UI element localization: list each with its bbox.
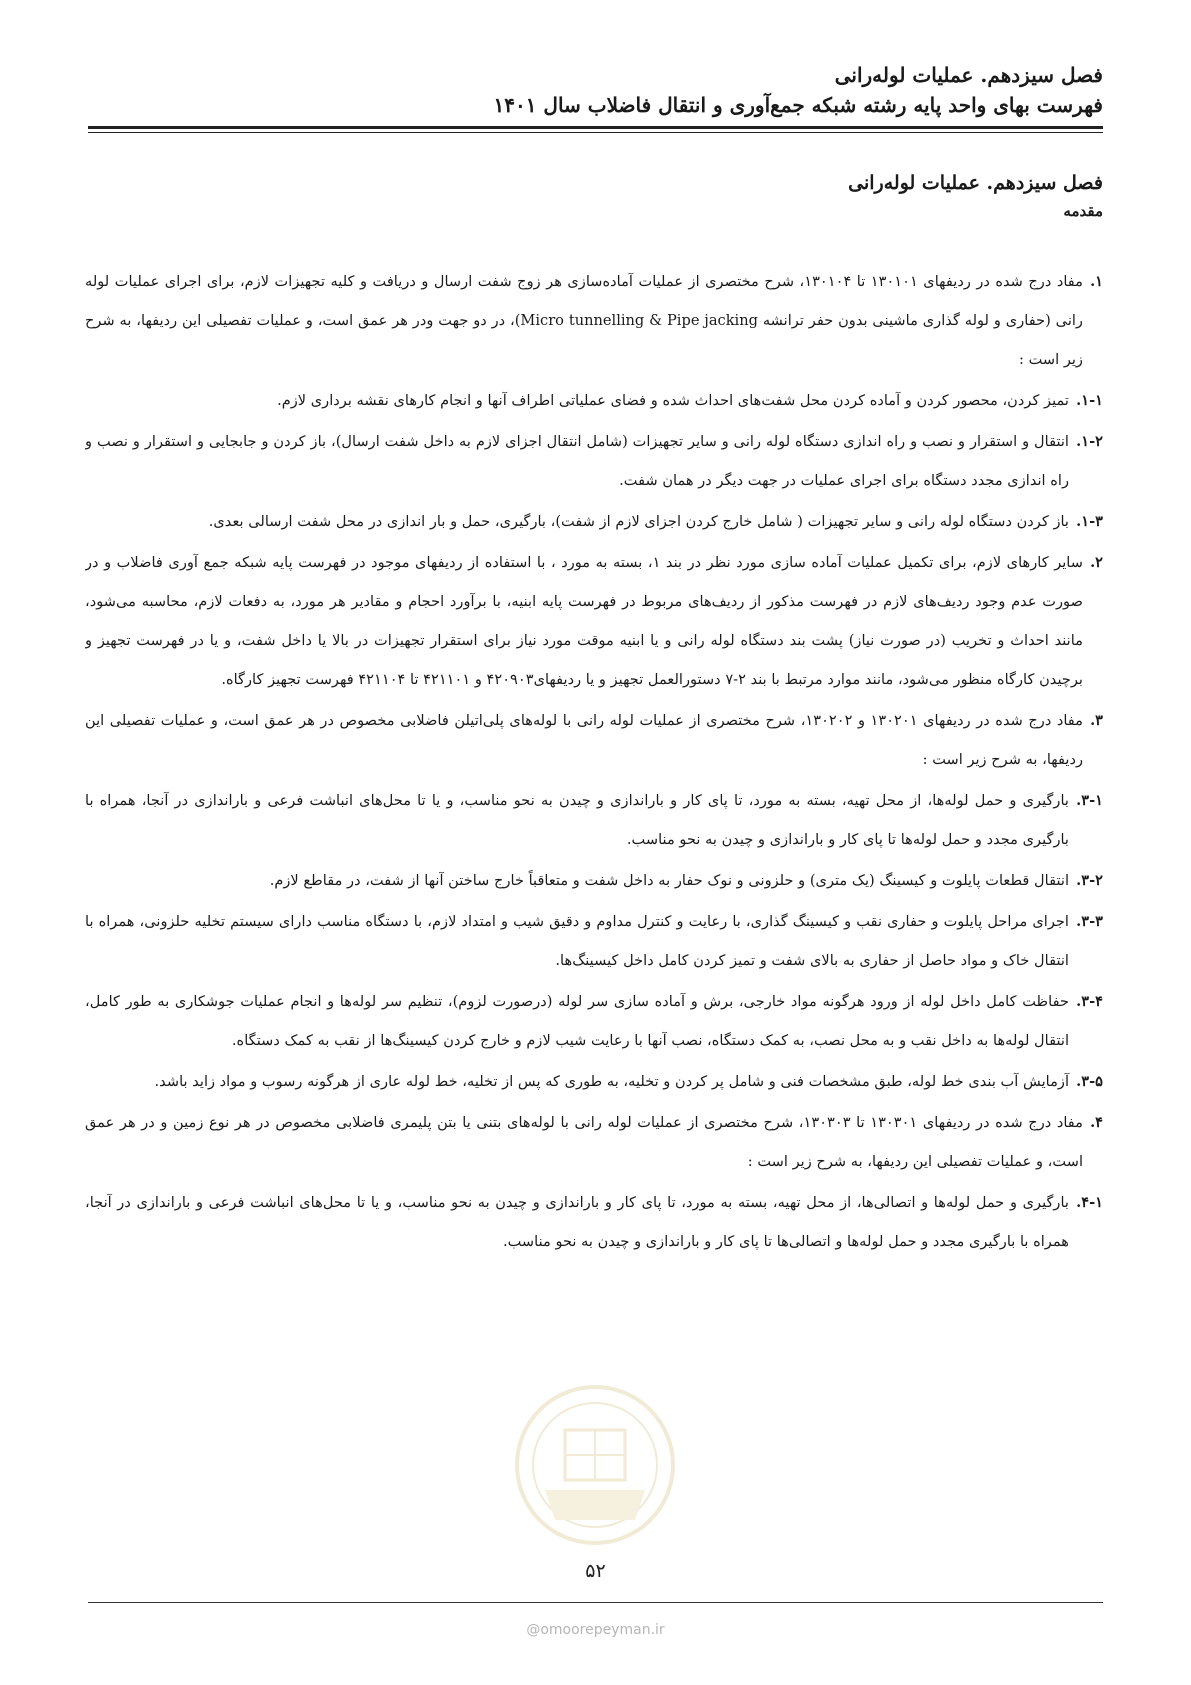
item-text: انتقال و استقرار و نصب و راه اندازی دستگاه لوله رانی و سایر تجهیزات (شامل انتقال اجزای لازم به داخل شفت ارسال)، باز کردن و جابجایی و استقرار و نصب و راه اندازی مجدد دستگاه برای اجرای عملیات در جهت دیگر در همان شفت.	[85, 433, 1069, 489]
section-subtitle: مقدمه	[1063, 202, 1103, 220]
item-number: ۳-۴.	[1076, 993, 1103, 1010]
list-item	[85, 1103, 1103, 1181]
chapter-title: فصل سیزدهم. عملیات لوله‌رانی	[848, 172, 1103, 194]
item-number: ۳-۱.	[1076, 792, 1103, 809]
item-text: بارگیری و حمل لوله‌ها و اتصالی‌ها، از محل تهیه، بسته به مورد، تا پای کار و باراندازی و چیدن به نحو مناسب، و یا تا محل‌های انباشت فرعی و باراندازی در آنجا، همراه با بارگیری مجدد و حمل لوله‌ها و اتصالی‌ها تا پای کار و باراندازی و چیدن به نحو مناسب.	[85, 1194, 1069, 1250]
item-number: ۳-۵.	[1076, 1073, 1103, 1090]
item-number: ۱-۳.	[1076, 513, 1103, 530]
item-number: ۱-۱.	[1076, 392, 1103, 409]
list-item	[85, 543, 1103, 699]
item-text: آزمایش آب بندی خط لوله، طبق مشخصات فنی و شامل پر کردن و تخلیه، به طوری که پس از تخلیه، خط لوله عاری از هرگونه رسوب و مواد زاید باشد.	[154, 1073, 1069, 1090]
header-chapter-title: فصل سیزدهم. عملیات لوله‌رانی	[834, 63, 1103, 87]
item-number: ۴.	[1090, 1114, 1103, 1131]
item-number: ۱.	[1090, 273, 1103, 290]
list-item	[85, 701, 1103, 779]
header-rule-thin	[88, 132, 1103, 133]
item-text: مفاد درج شده در ردیفهای ۱۳۰۱۰۱ تا ۱۳۰۱۰۴، شرح مختصری از عملیات آماده‌سازی هر زوج شفت ارسال و دریافت و کلیه تجهیزات لازم، برای اجرای عملیات لوله رانی (حفاری و لوله گذاری ماشینی بدون حفر ترانشه Micro tunnelling & Pipe jacking)، در دو جهت ودر هر عمق است، و عملیات تفصیلی این ردیفها، به شرح زیر است :	[85, 273, 1083, 368]
item-number: ۳.	[1090, 712, 1103, 729]
watermark-seal-icon	[505, 1370, 685, 1570]
item-number: ۱-۲.	[1076, 433, 1103, 450]
header-document-title: فهرست بهای واحد پایه رشته شبکه جمع‌آوری و انتقال فاضلاب سال ۱۴۰۱	[493, 93, 1103, 117]
item-number: ۳-۳.	[1076, 913, 1103, 930]
page-number: ۵۲	[585, 1560, 606, 1582]
list-item	[85, 422, 1103, 500]
item-text: مفاد درج شده در ردیفهای ۱۳۰۲۰۱ و ۱۳۰۲۰۲، شرح مختصری از عملیات لوله رانی با لوله‌های پلی‌اتیلن فاضلابی مخصوص در هر عمق است، و عملیات تفصیلی این ردیفها، به شرح زیر است :	[85, 712, 1083, 768]
list-item	[85, 902, 1103, 980]
list-item	[85, 1062, 1103, 1101]
list-item	[85, 861, 1103, 900]
list-item	[85, 502, 1103, 541]
list-item	[85, 781, 1103, 859]
item-text: اجرای مراحل پایلوت و حفاری نقب و کیسینگ گذاری، با رعایت و کنترل مداوم و دقیق شیب و امتداد لازم، با دستگاه مناسب دارای سیستم تخلیه حلزونی، همراه با انتقال خاک و مواد حاصل از حفاری به بالای شفت و تمیز کردن کامل داخل کیسینگ‌ها.	[85, 913, 1069, 969]
item-number: ۲.	[1090, 554, 1103, 571]
item-text: حفاظت کامل داخل لوله از ورود هرگونه مواد خارجی، برش و آماده سازی سر لوله (درصورت لزوم)، تنظیم سر لوله‌ها و انجام عملیات جوشکاری به طور کامل، انتقال لوله‌ها به داخل نقب و به محل نصب، به کمک دستگاه، نصب آنها با رعایت شیب لازم و خارج کردن کیسینگ‌ها از نقب به کمک دستگاه.	[85, 993, 1069, 1049]
page-header	[85, 60, 1103, 120]
item-text: بارگیری و حمل لوله‌ها، از محل تهیه، بسته به مورد، تا پای کار و باراندازی و چیدن به نحو مناسب، و یا تا محل‌های انباشت فرعی و باراندازی در آنجا، همراه با بارگیری مجدد و حمل لوله‌ها تا پای کار و باراندازی و چیدن به نحو مناسب.	[85, 792, 1069, 848]
item-text: مفاد درج شده در ردیفهای ۱۳۰۳۰۱ تا ۱۳۰۳۰۳، شرح مختصری از عملیات لوله رانی با لوله‌های بتنی یا بتن پلیمری فاضلابی مخصوص در هر نوع زمین و در هر عمق است، و عملیات تفصیلی این ردیفها، به شرح زیر است :	[85, 1114, 1083, 1170]
item-text: تمیز کردن، محصور کردن و آماده کردن محل شفت‌های احداث شده و فضای عملیاتی اطراف آنها و انجام کارهای نقشه برداری لازم.	[277, 392, 1069, 409]
list-item	[85, 381, 1103, 420]
item-text: انتقال قطعات پایلوت و کیسینگ (یک متری) و حلزونی و نوک حفار به داخل شفت و متعاقباً خارج ساختن آنها از شفت، در مقاطع لازم.	[269, 872, 1069, 889]
item-number: ۴-۱.	[1076, 1194, 1103, 1211]
item-text: باز کردن دستگاه لوله رانی و سایر تجهیزات ( شامل خارج کردن اجزای لازم از شفت)، بارگیری، حمل و بار اندازی در محل شفت ارسالی بعدی.	[208, 513, 1069, 530]
chapter-heading	[848, 168, 1103, 224]
site-watermark-text: @omoorepeyman.ir	[526, 1622, 665, 1638]
header-rule-thick	[88, 126, 1103, 129]
list-item	[85, 1183, 1103, 1261]
document-body	[85, 262, 1103, 1557]
list-item	[85, 982, 1103, 1060]
footer-rule	[88, 1602, 1103, 1603]
list-item	[85, 262, 1103, 379]
item-text: سایر کارهای لازم، برای تکمیل عملیات آماده سازی مورد نظر در بند ۱، بسته به مورد ، با استفاده از ردیفهای موجود در فهرست پایه شبکه جمع آوری فاضلاب و در صورت عدم وجود ردیف‌های لازم در فهرست مذکور از ردیف‌های مربوط در فهرست پایه ابنیه، با برآورد احجام و مقادیر هر مورد، به دفعات لازم، محاسبه می‌شود، مانند احداث و تخریب (در صورت نیاز) پشت بند دستگاه لوله رانی و یا ابنیه موقت مورد نیاز برای استقرار تجهیزات در بالا یا داخل شفت، و یا در فهرست تجهیز و برچیدن کارگاه منظور می‌شود، مانند موارد مرتبط با بند ۲-۷ دستورالعمل تجهیز و یا ردیفهای۴۲۰۹۰۳ و ۴۲۱۱۰۱ تا ۴۲۱۱۰۴ فهرست تجهیز کارگاه.	[85, 554, 1083, 688]
item-number: ۳-۲.	[1076, 872, 1103, 889]
